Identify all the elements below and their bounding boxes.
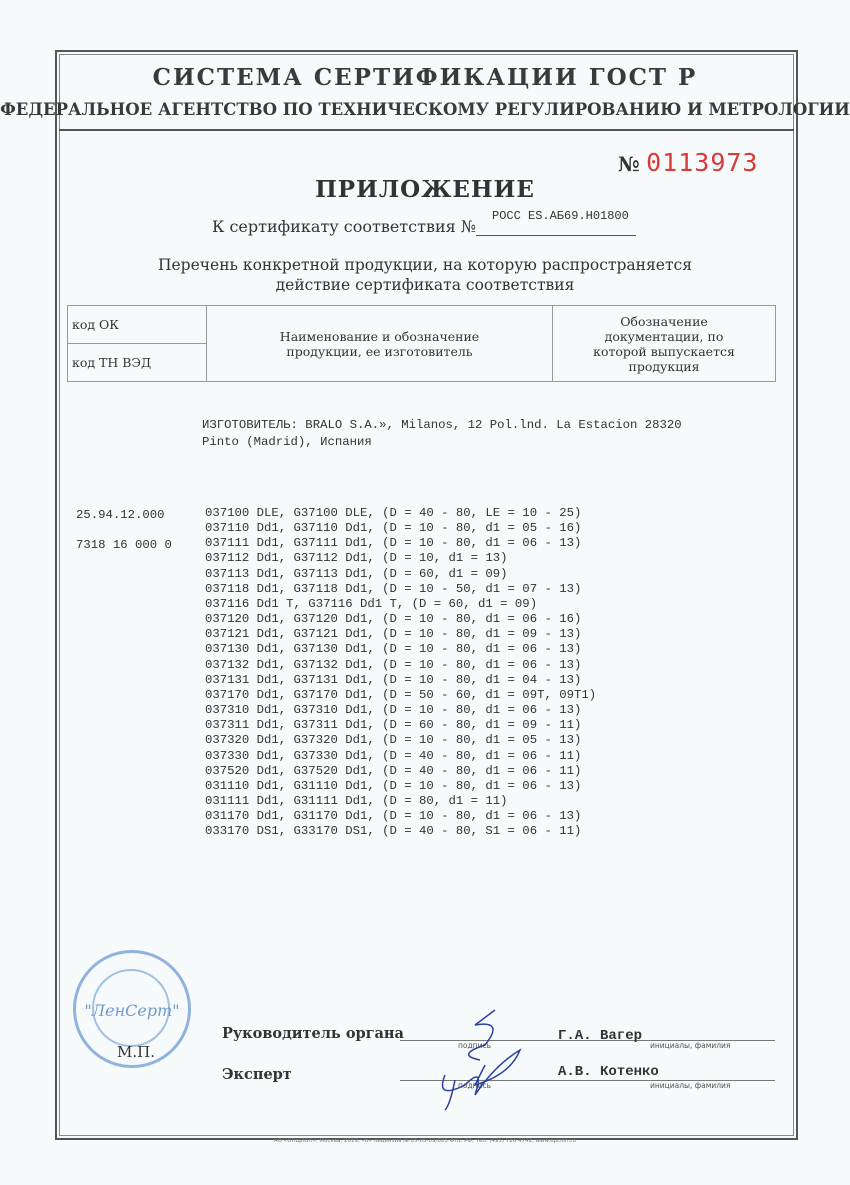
product-item: 037100 DLE, G37100 DLE, (D = 40 - 80, LE = 10 - 25) <box>205 506 582 520</box>
expert-name-caption: инициалы, фамилия <box>650 1081 731 1090</box>
codes <box>76 508 172 553</box>
subheading-line1: Перечень конкретной продукции, на которую распространяется <box>157 256 692 274</box>
head-label: Руководитель органа <box>222 1025 404 1042</box>
product-item: 037130 Dd1, G37130 Dd1, (D = 10 - 80, d1 = 06 - 13) <box>205 642 582 657</box>
product-item: 037310 Dd1, G37310 Dd1, (D = 10 - 80, d1 = 06 - 13) <box>205 703 582 718</box>
printer-footer: АО «ОПЦИОН», Москва, 2019, «Б» лицензия № 05-05-09/003 ФНС РФ, тел. (495) 726 4742, www.opcion.ru <box>274 1138 576 1144</box>
code-tn-header: код ТН ВЭД <box>68 344 207 382</box>
product-item: 037311 Dd1, G37311 Dd1, (D = 60 - 80, d1 = 09 - 11) <box>205 718 582 733</box>
product-item: 037111 Dd1, G37111 Dd1, (D = 10 - 80, d1 = 06 - 13) <box>205 536 582 551</box>
manufacturer: ИЗГОТОВИТЕЛЬ: BRALO S.A.», Milanos, 12 Pol.lnd. La Estacion 28320 Pinto (Madrid), Испания <box>202 418 682 449</box>
product-item: 037113 Dd1, G37113 Dd1, (D = 60, d1 = 09) <box>205 566 508 581</box>
code-tn-ved: 7318 16 000 0 <box>76 538 172 553</box>
expert-name: А.В. Котенко <box>558 1064 659 1080</box>
certificate-label: К сертификату соответствия № <box>212 217 476 236</box>
product-item: 031110 Dd1, G31110 Dd1, (D = 10 - 80, d1 = 06 - 13) <box>205 778 582 793</box>
product-item: 037330 Dd1, G37330 Dd1, (D = 40 - 80, d1 = 06 - 11) <box>205 748 582 763</box>
product-item: 037121 Dd1, G37121 Dd1, (D = 10 - 80, d1 = 09 - 13) <box>205 627 582 642</box>
stamp-place: М.П. <box>117 1043 155 1061</box>
product-item: 037110 Dd1, G37110 Dd1, (D = 10 - 80, d1 = 05 - 16) <box>205 521 582 536</box>
documentation-header: Обозначение документации, по которой выпускается продукция <box>553 306 776 382</box>
form-number-value: 0113973 <box>646 148 759 177</box>
certificate-underline <box>476 235 636 236</box>
product-item: 037320 Dd1, G37320 Dd1, (D = 10 - 80, d1 = 05 - 13) <box>205 733 582 748</box>
stamp-name: "ЛенСерт" <box>84 1001 180 1020</box>
product-item: 037170 Dd1, G37170 Dd1, (D = 50 - 60, d1 = 09T, 09T1) <box>205 687 597 702</box>
subheading <box>0 255 850 295</box>
head-name: Г.А. Вагер <box>558 1028 643 1044</box>
header-divider <box>59 129 794 131</box>
product-item: 037520 Dd1, G37520 Dd1, (D = 40 - 80, d1 = 06 - 11) <box>205 763 582 778</box>
columns-header-table <box>67 305 776 382</box>
certificate-number: РОСС ES.АБ69.Н01800 <box>492 209 629 223</box>
agency-title: ФЕДЕРАЛЬНОЕ АГЕНТСТВО ПО ТЕХНИЧЕСКОМУ РЕГУЛИРОВАНИЮ И МЕТРОЛОГИИ <box>0 100 850 119</box>
head-name-caption: инициалы, фамилия <box>650 1041 731 1050</box>
number-sign: № <box>618 152 640 176</box>
doc-title: ПРИЛОЖЕНИЕ <box>315 176 535 203</box>
signature-scribble <box>415 1005 535 1115</box>
head-sign-caption: подпись <box>458 1041 491 1050</box>
system-title: СИСТЕМА СЕРТИФИКАЦИИ ГОСТ Р <box>152 64 698 91</box>
code-ok-header: код ОК <box>68 306 207 344</box>
subheading-line2: действие сертификата соответствия <box>275 276 575 294</box>
expert-label: Эксперт <box>222 1066 292 1083</box>
product-item: 031111 Dd1, G31111 Dd1, (D = 80, d1 = 11) <box>205 793 508 808</box>
code-ok: 25.94.12.000 <box>76 508 165 522</box>
product-list <box>205 506 596 839</box>
product-name-header: Наименование и обозначение продукции, ее изготовитель <box>207 306 553 382</box>
product-item: 037131 Dd1, G37131 Dd1, (D = 10 - 80, d1 = 04 - 13) <box>205 672 582 687</box>
product-item: 037112 Dd1, G37112 Dd1, (D = 10, d1 = 13) <box>205 551 508 566</box>
product-item: 037116 Dd1 T, G37116 Dd1 T, (D = 60, d1 = 09) <box>205 596 538 611</box>
product-item: 031170 Dd1, G31170 Dd1, (D = 10 - 80, d1 = 06 - 13) <box>205 809 582 824</box>
form-number <box>618 148 758 177</box>
product-item: 037120 Dd1, G37120 Dd1, (D = 10 - 80, d1 = 06 - 16) <box>205 612 582 627</box>
product-item: 037132 Dd1, G37132 Dd1, (D = 10 - 80, d1 = 06 - 13) <box>205 657 582 672</box>
product-item: 033170 DS1, G33170 DS1, (D = 40 - 80, S1 = 06 - 11) <box>205 824 582 839</box>
product-item: 037118 Dd1, G37118 Dd1, (D = 10 - 50, d1 = 07 - 13) <box>205 581 582 596</box>
expert-sign-caption: подпись <box>458 1081 491 1090</box>
